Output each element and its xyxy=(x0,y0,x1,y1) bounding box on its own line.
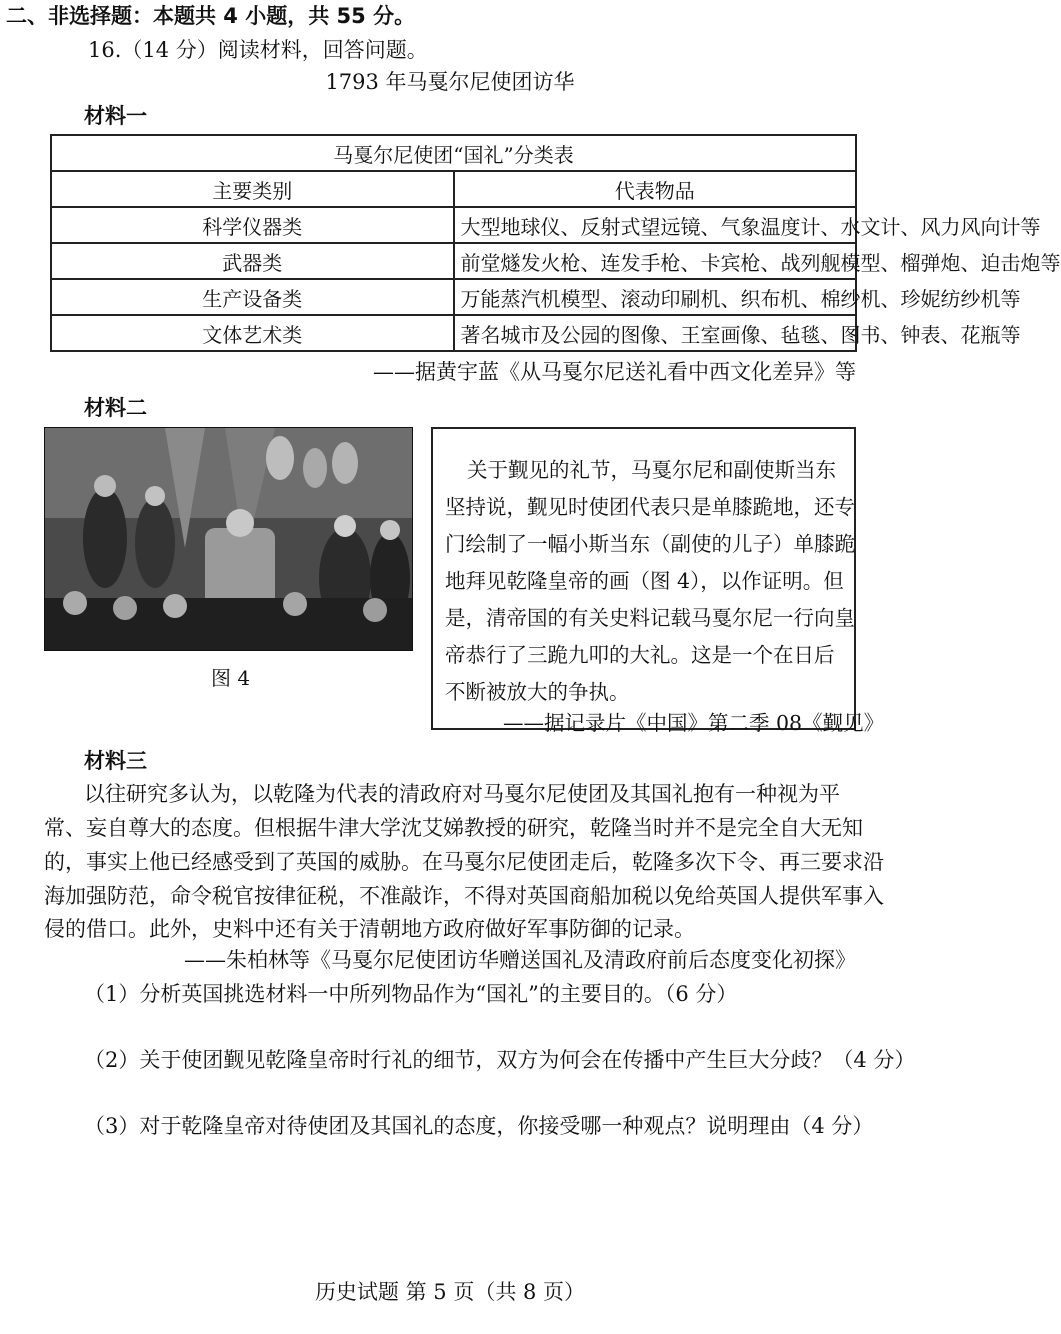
painting-illustration xyxy=(45,428,412,650)
material1-source: ——据黄宇蓝《从马戛尔尼送礼看中西文化差异》等 xyxy=(373,360,856,384)
question-1: （1）分析英国挑选材料一中所列物品作为“国礼”的主要目的。（6 分） xyxy=(84,982,738,1006)
row-items: 著名城市及公园的图像、王室画像、毡毯、图书、钟表、花瓶等 xyxy=(454,315,857,351)
material3-line: 侵的借口。此外，史料中还有关于清朝地方政府做好军事防御的记录。 xyxy=(44,917,695,941)
figure4-caption: 图 4 xyxy=(211,666,251,690)
material3-line: 海加强防范，命令税官按律征税，不准敲诈，不得对英国商船加税以免给英国人提供军事入 xyxy=(44,884,884,908)
table-row xyxy=(51,207,856,243)
material3-label: 材料三 xyxy=(84,749,147,773)
quote-source: ——据记录片《中国》第二季 08《觐见》 xyxy=(503,711,885,735)
material3-line: 以往研究多认为，以乾隆为代表的清政府对马戛尔尼使团及其国礼抱有一种视为平 xyxy=(84,782,840,806)
page-footer: 历史试题 第 5 页（共 8 页） xyxy=(314,1280,586,1304)
material3-line: 常、妄自尊大的态度。但根据牛津大学沈艾娣教授的研究，乾隆当时并不是完全自大无知 xyxy=(44,816,863,840)
section-heading: 二、非选择题：本题共 4 小题，共 55 分。 xyxy=(6,4,416,28)
table-caption-row xyxy=(51,135,856,171)
material2-label: 材料二 xyxy=(84,396,147,420)
row-category: 生产设备类 xyxy=(51,279,454,315)
row-items: 大型地球仪、反射式望远镜、气象温度计、水文计、风力风向计等 xyxy=(454,207,857,243)
row-items: 万能蒸汽机模型、滚动印刷机、织布机、棉纱机、珍妮纺纱机等 xyxy=(454,279,857,315)
row-category: 文体艺术类 xyxy=(51,315,454,351)
table-row xyxy=(51,243,856,279)
quote-line: 帝恭行了三跪九叩的大礼。这是一个在日后 xyxy=(445,643,835,667)
table-row xyxy=(51,279,856,315)
row-category: 武器类 xyxy=(51,243,454,279)
row-category: 科学仪器类 xyxy=(51,207,454,243)
material3-source: ——朱柏林等《马戛尔尼使团访华赠送国礼及清政府前后态度变化初探》 xyxy=(184,948,856,972)
documentary-quote-box xyxy=(431,427,885,735)
table-caption: 马戛尔尼使团“国礼”分类表 xyxy=(51,135,856,171)
question-2: （2）关于使团觐见乾隆皇帝时行礼的细节，双方为何会在传播中产生巨大分歧？（4 分） xyxy=(84,1048,916,1072)
table-header-row xyxy=(51,171,856,207)
row-items: 前堂燧发火枪、连发手枪、卡宾枪、战列舰模型、榴弹炮、迫击炮等 xyxy=(454,243,857,279)
gift-classification-table xyxy=(50,134,1061,352)
header-items: 代表物品 xyxy=(454,171,857,207)
quote-line: 地拜见乾隆皇帝的画（图 4），以作证明。但 xyxy=(445,569,844,593)
quote-line: 关于觐见的礼节，马戛尔尼和副使斯当东 xyxy=(467,458,836,482)
material3-line: 的，事实上他已经感受到了英国的威胁。在马戛尔尼使团走后，乾隆多次下令、再三要求沿 xyxy=(44,850,884,874)
quote-line: 坚持说，觐见时使团代表只是单膝跪地，还专 xyxy=(445,495,855,519)
material-title: 1793 年马戛尔尼使团访华 xyxy=(325,70,575,94)
quote-line: 门绘制了一幅小斯当东（副使的儿子）单膝跪 xyxy=(445,532,855,556)
question-16-intro: 16.（14 分）阅读材料，回答问题。 xyxy=(88,38,428,62)
header-category: 主要类别 xyxy=(51,171,454,207)
question-3: （3）对于乾隆皇帝对待使团及其国礼的态度，你接受哪一种观点？说明理由（4 分） xyxy=(84,1114,874,1138)
material1-label: 材料一 xyxy=(84,104,147,128)
quote-line: 是，清帝国的有关史料记载马戛尔尼一行向皇 xyxy=(445,606,855,630)
quote-line: 不断被放大的争执。 xyxy=(445,680,630,704)
table-row xyxy=(51,315,856,351)
audience-painting-image xyxy=(44,427,413,651)
